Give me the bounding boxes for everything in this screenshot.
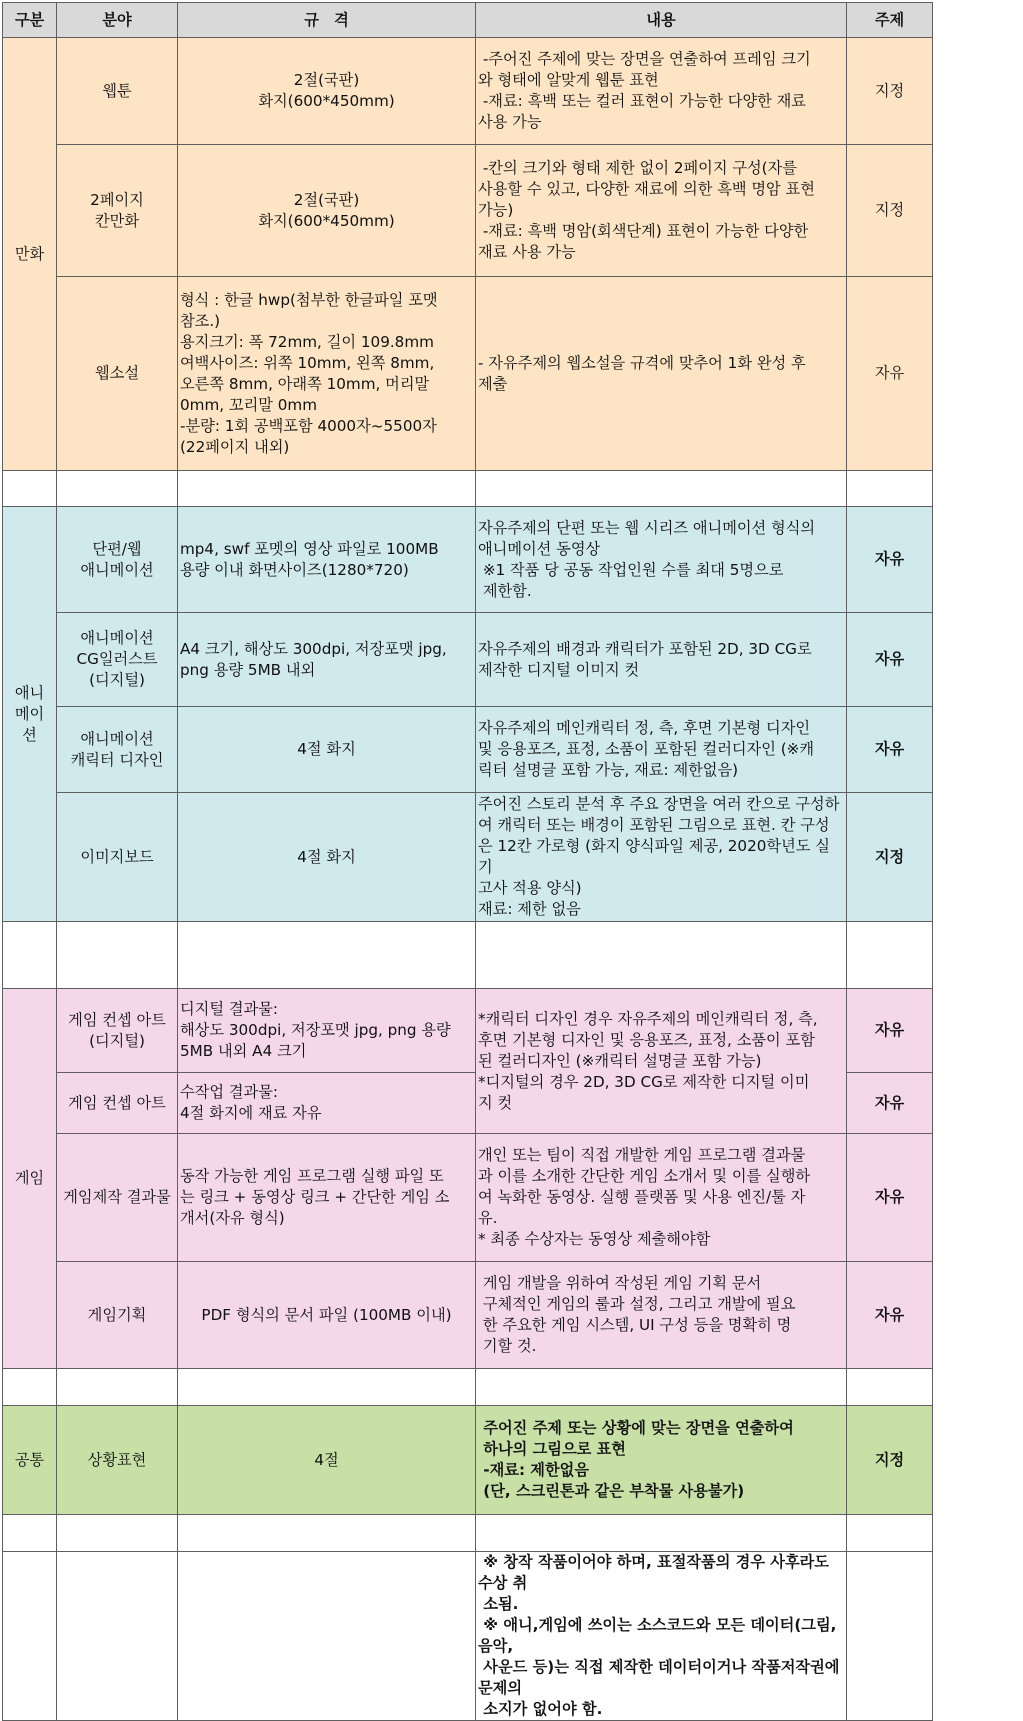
theme-cell: 지정 [847, 145, 933, 277]
field-cell: 게임 컨셉 아트 (디지털) [57, 989, 178, 1073]
notes-cell: ※ 창작 작품이어야 하며, 표절작품의 경우 사후라도 수상 취 소됨. ※ 애니,게임에 쓰이는 소스코드와 모든 데이터(그림, 음악, 사운드 등)는 직접 제작한 데이터이거나 작품저작권에 문제의 소지가 없어야 함. [476, 1552, 847, 1721]
theme-cell: 자유 [847, 989, 933, 1073]
field-cell: 게임기획 [57, 1262, 178, 1369]
table-row [3, 1262, 933, 1369]
contest-spec-table [2, 2, 933, 1721]
spec-cell: 4절 화지 [178, 707, 476, 793]
spacer-row [3, 1515, 933, 1552]
content-cell: 자유주제의 배경과 캐릭터가 포함된 2D, 3D CG로 제작한 디지털 이미지 컷 [476, 613, 847, 707]
theme-cell: 자유 [847, 613, 933, 707]
field-cell: 웹소설 [57, 277, 178, 471]
content-cell: *캐릭터 디자인 경우 자유주제의 메인캐릭터 정, 측, 후면 기본형 디자인 및 응용포즈, 표정, 소품이 포함 된 컬러디자인 (※캐릭터 설명글 포함 가능) *디지털의 경우 2D, 3D CG로 제작한 디지털 이미 지 컷 [476, 989, 847, 1134]
theme-cell: 자유 [847, 1073, 933, 1134]
table-row [3, 38, 933, 145]
header-category: 구분 [3, 3, 57, 38]
theme-cell: 지정 [847, 38, 933, 145]
theme-cell: 지정 [847, 1406, 933, 1515]
table-row [3, 277, 933, 471]
notes-row [3, 1552, 933, 1721]
spec-cell: A4 크기, 해상도 300dpi, 저장포맷 jpg, png 용량 5MB 내외 [178, 613, 476, 707]
content-cell: 주어진 스토리 분석 후 주요 장면을 여러 칸으로 구성하 여 캐릭터 또는 배경이 포함된 그림으로 표현. 칸 구성 은 12칸 가로형 (화지 양식파일 제공, 2020학년도 실기 고사 적용 양식) 재료: 제한 없음 [476, 793, 847, 922]
content-cell: -주어진 주제에 맞는 장면을 연출하여 프레임 크기 와 형태에 알맞게 웹툰 표현 -재료: 흑백 또는 컬러 표현이 가능한 다양한 재료 사용 가능 [476, 38, 847, 145]
header-row [3, 3, 933, 38]
field-cell: 이미지보드 [57, 793, 178, 922]
table-row [3, 145, 933, 277]
content-cell: - 자유주제의 웹소설을 규격에 맞추어 1화 완성 후 제출 [476, 277, 847, 471]
table-row [3, 1134, 933, 1262]
content-cell: 개인 또는 팀이 직접 개발한 게임 프로그램 결과물 과 이를 소개한 간단한 게임 소개서 및 이를 실행하 여 녹화한 동영상. 실행 플랫폼 및 사용 엔진/툴 자 유. * 최종 수상자는 동영상 제출해야함 [476, 1134, 847, 1262]
spacer-row [3, 922, 933, 989]
field-cell: 게임제작 결과물 [57, 1134, 178, 1262]
category-game: 게임 [3, 989, 57, 1369]
content-cell: -칸의 크기와 형태 제한 없이 2페이지 구성(자를 사용할 수 있고, 다양한 재료에 의한 흑백 명암 표현 가능) -재료: 흑백 명암(회색단계) 표현이 가능한 다양한 재료 사용 가능 [476, 145, 847, 277]
field-cell: 단편/웹 애니메이션 [57, 507, 178, 613]
theme-cell: 자유 [847, 277, 933, 471]
content-cell: 자유주제의 메인캐릭터 정, 측, 후면 기본형 디자인 및 응용포즈, 표정, 소품이 포함된 컬러디자인 (※캐 릭터 설명글 포함 가능, 재료: 제한없음) [476, 707, 847, 793]
field-cell: 상황표현 [57, 1406, 178, 1515]
content-cell: 자유주제의 단편 또는 웹 시리즈 애니메이션 형식의 애니메이션 동영상 ※1 작품 당 공동 작업인원 수를 최대 5명으로 제한함. [476, 507, 847, 613]
category-manga: 만화 [3, 38, 57, 471]
field-cell: 2페이지 칸만화 [57, 145, 178, 277]
table-row [3, 1406, 933, 1515]
field-cell: 웹툰 [57, 38, 178, 145]
spec-cell: 디지털 결과물: 해상도 300dpi, 저장포맷 jpg, png 용량 5MB 내외 A4 크기 [178, 989, 476, 1073]
spec-cell: 2절(국판) 화지(600*450mm) [178, 38, 476, 145]
spec-cell: mp4, swf 포멧의 영상 파일로 100MB 용량 이내 화면사이즈(1280*720) [178, 507, 476, 613]
table-row [3, 613, 933, 707]
spec-cell: 동작 가능한 게임 프로그램 실행 파일 또 는 링크 + 동영상 링크 + 간단한 게임 소 개서(자유 형식) [178, 1134, 476, 1262]
table-row [3, 507, 933, 613]
content-cell: 주어진 주제 또는 상황에 맞는 장면을 연출하여 하나의 그림으로 표현 -재료: 제한없음 (단, 스크린톤과 같은 부착물 사용불가) [476, 1406, 847, 1515]
table-row [3, 989, 933, 1073]
content-cell: 게임 개발을 위하여 작성된 게임 기획 문서 구체적인 게임의 룰과 설정, 그리고 개발에 필요 한 주요한 게임 시스템, UI 구성 등을 명확히 명 기할 것. [476, 1262, 847, 1369]
field-cell: 애니메이션 캐릭터 디자인 [57, 707, 178, 793]
theme-cell: 자유 [847, 1262, 933, 1369]
spacer-row [3, 471, 933, 507]
theme-cell: 자유 [847, 707, 933, 793]
table-row [3, 793, 933, 922]
spec-cell: 4절 [178, 1406, 476, 1515]
category-animation: 애니 메이 션 [3, 507, 57, 922]
spec-cell: PDF 형식의 문서 파일 (100MB 이내) [178, 1262, 476, 1369]
header-spec: 규 격 [178, 3, 476, 38]
spacer-row [3, 1369, 933, 1406]
table-row [3, 707, 933, 793]
spec-cell: 형식 : 한글 hwp(첨부한 한글파일 포맷 참조.) 용지크기: 폭 72mm, 길이 109.8mm 여백사이즈: 위쪽 10mm, 왼쪽 8mm, 오른쪽 8mm, 아래쪽 10mm, 머리말 0mm, 꼬리말 0mm -분량: 1회 공백포함 4000자~5500자 (22페이지 내외) [178, 277, 476, 471]
header-field: 분야 [57, 3, 178, 38]
spec-cell: 2절(국판) 화지(600*450mm) [178, 145, 476, 277]
theme-cell: 지정 [847, 793, 933, 922]
spec-cell: 수작업 결과물: 4절 화지에 재료 자유 [178, 1073, 476, 1134]
header-content: 내용 [476, 3, 847, 38]
header-theme: 주제 [847, 3, 933, 38]
category-common: 공통 [3, 1406, 57, 1515]
spec-cell: 4절 화지 [178, 793, 476, 922]
theme-cell: 자유 [847, 1134, 933, 1262]
field-cell: 게임 컨셉 아트 [57, 1073, 178, 1134]
theme-cell: 자유 [847, 507, 933, 613]
field-cell: 애니메이션 CG일러스트 (디지털) [57, 613, 178, 707]
